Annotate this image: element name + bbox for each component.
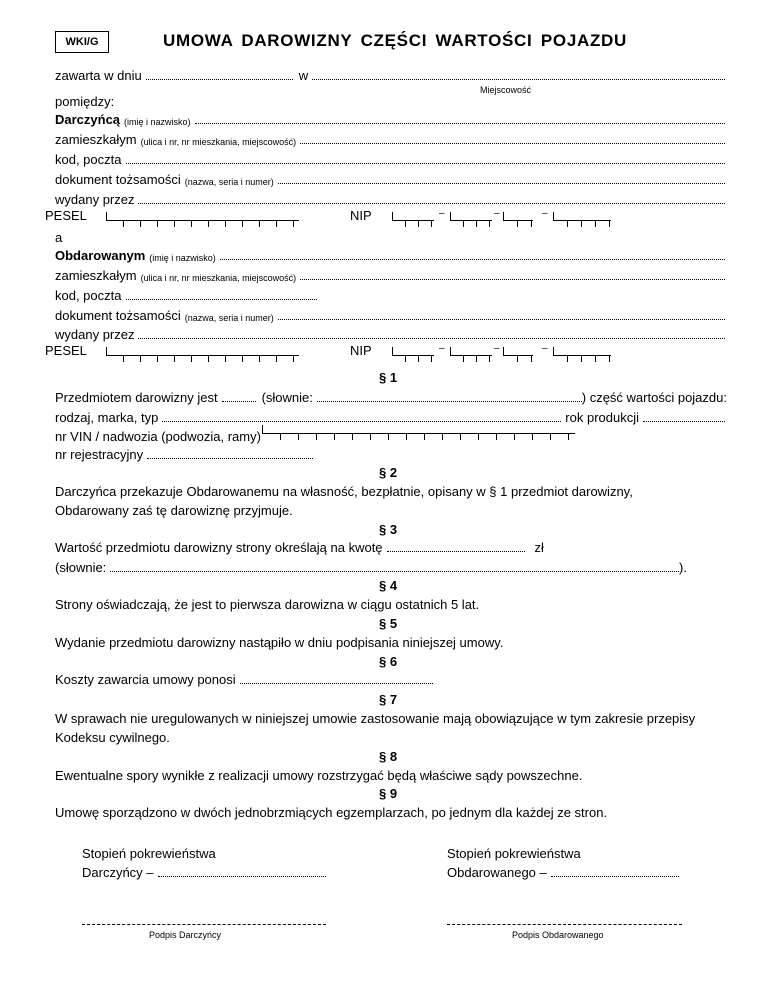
section-6-heading: § 6 [379, 654, 398, 669]
costs-payer-field[interactable] [240, 683, 433, 684]
date-field[interactable] [146, 79, 293, 80]
donor-address-row: zamieszkałym (ulica i nr, nr mieszkania, miejscowość) [55, 130, 725, 147]
and-label: a [55, 230, 63, 245]
donor-kinship-row: Darczyńcy – [82, 863, 326, 880]
between-label: pomiędzy: [55, 94, 115, 109]
registration-field[interactable] [147, 458, 313, 459]
document-title: UMOWA DAROWIZNY CZĘŚCI WARTOŚCI POJAZDU [163, 31, 627, 50]
recipient-id-field[interactable] [278, 319, 725, 320]
recipient-pesel-boxes[interactable] [106, 347, 299, 356]
value-words-row: (słownie: ). [55, 560, 687, 575]
recipient-kinship-field[interactable] [551, 876, 679, 877]
recipient-nip-boxes-2[interactable] [450, 347, 492, 356]
recipient-address-row: zamieszkałym (ulica i nr, nr mieszkania, miejscowość) [55, 266, 725, 283]
donor-id-row: dokument tożsamości (nazwa, seria i numer) [55, 170, 725, 187]
section-7-line-2: Kodeksu cywilnego. [55, 730, 170, 745]
donor-address-field[interactable] [300, 143, 725, 144]
donor-kinship-field[interactable] [158, 876, 326, 877]
recipient-name-row: Obdarowanym (imię i nazwisko) [55, 246, 725, 263]
vehicle-type-field[interactable] [162, 421, 561, 422]
costs-row: Koszty zawarcia umowy ponosi [55, 670, 433, 687]
donor-kinship-title: Stopień pokrewieństwa [82, 846, 216, 861]
section-5-heading: § 5 [379, 616, 398, 631]
section-8-text: Ewentualne spory wynikłe z realizacji umowy rozstrzygać będą właściwe sądy powszechne. [55, 768, 583, 783]
recipient-postcode-field[interactable] [126, 299, 318, 300]
donor-postcode-row: kod, poczta [55, 150, 725, 167]
donor-signature-label: Podpis Darczyńcy [149, 930, 222, 940]
place-hint: Miejscowość [480, 85, 532, 95]
section-9-heading: § 9 [379, 786, 398, 801]
recipient-postcode-row: kod, poczta [55, 286, 317, 303]
subject-fraction-field[interactable] [222, 401, 256, 402]
recipient-issued-field[interactable] [138, 338, 725, 339]
section-8-heading: § 8 [379, 749, 398, 764]
recipient-nip-label: NIP [350, 343, 372, 358]
donor-nip-boxes-3[interactable] [503, 212, 533, 221]
recipient-kinship-row: Obdarowanego – [447, 863, 679, 880]
section-2-line-1: Darczyńca przekazuje Obdarowanemu na własność, bezpłatnie, opisany w § 1 przedmiot darowizny, [55, 484, 633, 499]
recipient-address-field[interactable] [300, 279, 725, 280]
form-code-badge: WKI/G [55, 31, 109, 53]
recipient-kinship-title: Stopień pokrewieństwa [447, 846, 581, 861]
donor-signature-line[interactable] [82, 924, 326, 925]
subject-words-field[interactable] [317, 401, 582, 402]
section-5-text: Wydanie przedmiotu darowizny nastąpiło w dniu podpisania niniejszej umowy. [55, 635, 504, 650]
section-7-line-1: W sprawach nie uregulowanych w niniejszej umowie zastosowanie mają obowiązujące w tym zakresie przepisy [55, 711, 696, 726]
value-amount-field[interactable] [387, 551, 525, 552]
donor-id-field[interactable] [278, 183, 725, 184]
value-words-field[interactable] [110, 571, 679, 572]
donor-name-field[interactable] [195, 123, 725, 124]
date-place-row: zawarta w dniu w [55, 66, 725, 83]
recipient-name-field[interactable] [220, 259, 725, 260]
vin-label: nr VIN / nadwozia (podwozia, ramy) [55, 429, 261, 444]
donor-issued-row: wydany przez [55, 190, 725, 207]
production-year-field[interactable] [643, 421, 725, 422]
donor-nip-boxes-2[interactable] [450, 212, 492, 221]
donor-nip-label: NIP [350, 208, 372, 223]
donor-nip-boxes-1[interactable] [392, 212, 434, 221]
recipient-nip-boxes-4[interactable] [553, 347, 611, 356]
recipient-issued-row: wydany przez [55, 325, 725, 342]
recipient-signature-line[interactable] [447, 924, 682, 925]
recipient-nip-boxes-1[interactable] [392, 347, 434, 356]
donor-issued-field[interactable] [138, 203, 725, 204]
donor-name-row: Darczyńcą (imię i nazwisko) [55, 110, 725, 127]
vin-boxes[interactable] [262, 425, 575, 434]
recipient-id-row: dokument tożsamości (nazwa, seria i numer) [55, 306, 725, 323]
section-2-heading: § 2 [379, 465, 398, 480]
subject-row: Przedmiotem darowizny jest (słownie: ) część wartości pojazdu: [55, 390, 727, 405]
section-4-text: Strony oświadczają, że jest to pierwsza darowizna w ciągu ostatnich 5 lat. [55, 597, 480, 612]
donor-postcode-field[interactable] [126, 163, 726, 164]
vehicle-row: rodzaj, marka, typ rok produkcji [55, 408, 725, 425]
donor-pesel-boxes[interactable] [106, 212, 299, 221]
section-9-text: Umowę sporządzono w dwóch jednobrzmiących egzemplarzach, po jednym dla każdej ze stron. [55, 805, 608, 820]
donor-pesel-label: PESEL [45, 208, 87, 223]
registration-row: nr rejestracyjny [55, 445, 313, 462]
section-4-heading: § 4 [379, 578, 398, 593]
section-3-heading: § 3 [379, 522, 398, 537]
section-1-heading: § 1 [379, 370, 398, 385]
place-field[interactable] [312, 79, 725, 80]
recipient-signature-label: Podpis Obdarowanego [512, 930, 604, 940]
donor-nip-boxes-4[interactable] [553, 212, 611, 221]
recipient-nip-boxes-3[interactable] [503, 347, 533, 356]
section-7-heading: § 7 [379, 692, 398, 707]
section-2-line-2: Obdarowany zaś tę darowiznę przyjmuje. [55, 503, 293, 518]
recipient-pesel-label: PESEL [45, 343, 87, 358]
value-row: Wartość przedmiotu darowizny strony określają na kwotę zł [55, 540, 544, 555]
